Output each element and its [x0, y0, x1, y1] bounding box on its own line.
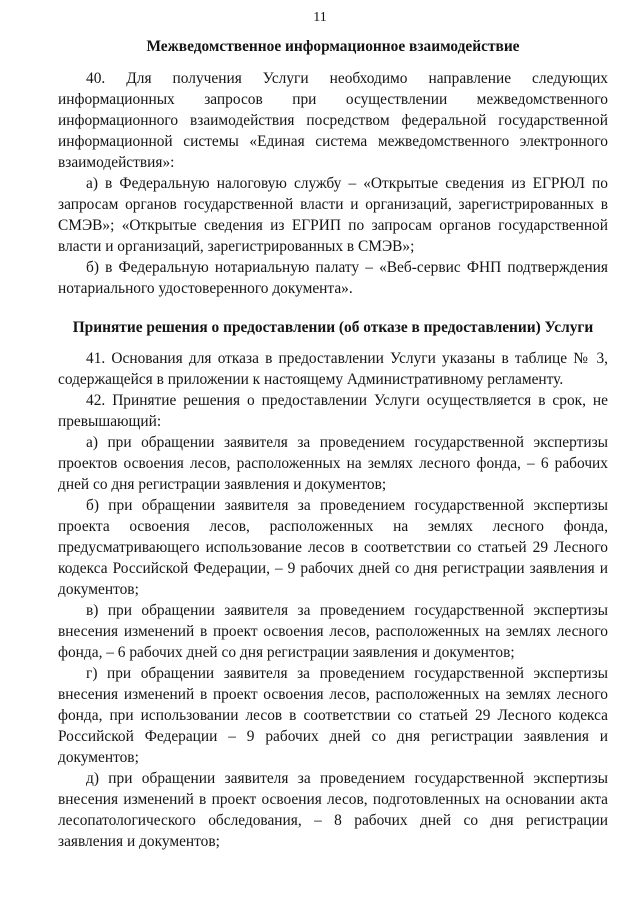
paragraph-42-b: б) при обращении заявителя за проведением государственной экспертизы проекта освоения лесов, расположенных на землях лесного фонда, предусматривающего использование лесов в соответствии со статьей 29 Лесного кодекса Российской Федерации, – 9 рабочих дней со дня регистрации заявления и документов; [58, 497, 608, 598]
page-content [58, 36, 608, 852]
paragraph-42-a: а) при обращении заявителя за проведением государственной экспертизы проектов освоения лесов, расположенных на землях лесного фонда, – 6 рабочих дней со дня регистрации заявления и документов; [58, 434, 608, 493]
paragraph-42-g: г) при обращении заявителя за проведением государственной экспертизы внесения изменений в проект освоения лесов, расположенных на землях лесного фонда, при использовании лесов в соответствии со статьей 29 Лесного кодекса Российской Федерации – 9 рабочих дней со дня регистрации заявления и документов; [58, 665, 608, 766]
paragraph-40-a: а) в Федеральную налоговую службу – «Открытые сведения из ЕГРЮЛ по запросам органов государственной власти и организаций, зарегистрированных в СМЭВ»; «Открытые сведения из ЕГРИП по запросам органов государственной власти и организаций, зарегистрированных в СМЭВ»; [58, 175, 608, 255]
paragraph-42-v: в) при обращении заявителя за проведением государственной экспертизы внесения изменений в проект освоения лесов, расположенных на землях лесного фонда, – 6 рабочих дней со дня регистрации заявления и документов; [58, 602, 608, 661]
section-heading-interagency: Межведомственное информационное взаимодействие [146, 38, 520, 55]
section-decision-body [58, 348, 608, 852]
page-number: 11 [313, 10, 327, 25]
paragraph-41: 41. Основания для отказа в предоставлении Услуги указаны в таблице № 3, содержащейся в приложении к настоящему Административному регламенту. [58, 350, 608, 388]
paragraph-40-b: б) в Федеральную нотариальную палату – «Веб-сервис ФНП подтверждения нотариального удостоверенного документа». [58, 259, 608, 297]
paragraph-42: 42. Принятие решения о предоставлении Услуги осуществляется в срок, не превышающий: [58, 392, 608, 430]
section-interagency-body [58, 68, 608, 299]
paragraph-40: 40. Для получения Услуги необходимо направление следующих информационных запросов при осуществлении межведомственного информационного взаимодействия посредством федеральной государственной информационной системы «Единая система межведомственного электронного взаимодействия»: [58, 70, 608, 171]
section-heading-decision: Принятие решения о предоставлении (об отказе в предоставлении) Услуги [72, 319, 594, 336]
paragraph-42-d: д) при обращении заявителя за проведением государственной экспертизы внесения изменений в проект освоения лесов, подготовленных на основании акта лесопатологического обследования, – 8 рабочих дней со дня регистрации заявления и документов; [58, 770, 608, 850]
